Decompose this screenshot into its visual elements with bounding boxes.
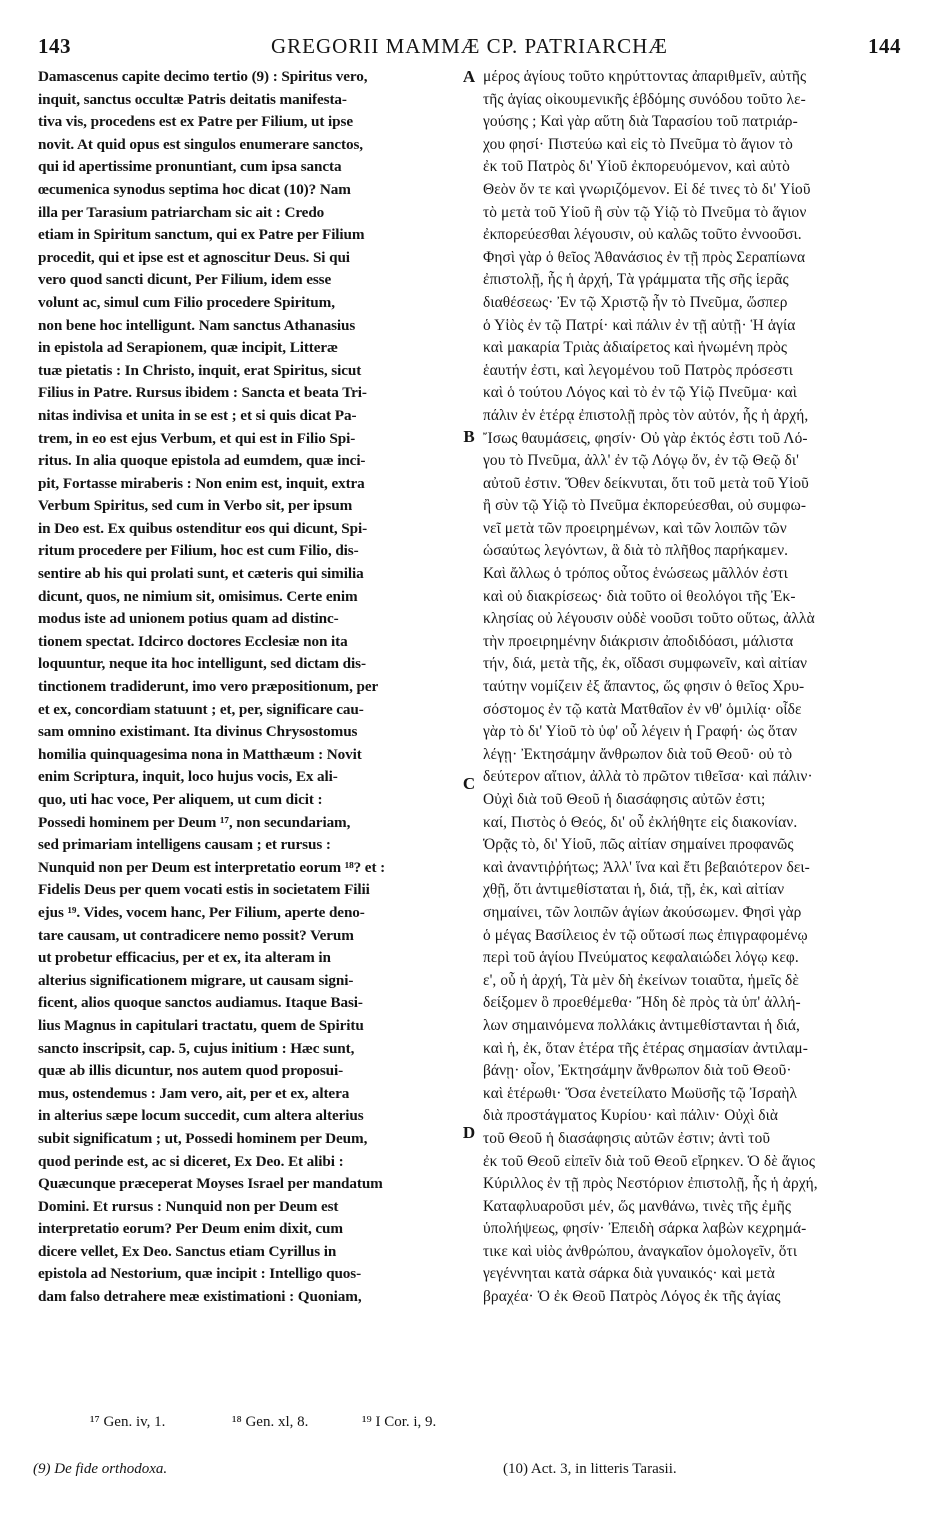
greek-text-line: ἐπιστολῇ, ἧς ἡ ἀρχή, Τὰ γράμματα τῆς σῆς ἱερᾶς <box>483 271 789 289</box>
greek-text-line: ἑαυτήν ἐστι, καὶ λεγομένου τοῦ Πατρὸς πρόσεστι <box>483 361 794 379</box>
greek-text-line: τικε καὶ υἱὸς ἀνθρώπου, ἀναγκαῖον ὁμολογεῖν, ὅτι <box>483 1242 798 1260</box>
latin-text-line: interpretatio eorum? Per Deum enim dixit, cum <box>38 1220 343 1238</box>
latin-text-line: ritus. In alia quoque epistola ad eumdem, quæ inci- <box>38 452 366 470</box>
greek-text-line: λων σημαινόμενα πολλάκις ἀντιμεθίστανται ἡ διά, <box>483 1016 800 1034</box>
latin-text-line: tinctionem tradiderunt, imo vero præpositionum, per <box>38 678 379 696</box>
greek-text-line: γὰρ τὸ δι' Υἱοῦ τὸ ὑφ' οὗ λέγειν ἡ Γραφή· ὡς ὅταν <box>483 723 798 741</box>
greek-text-line: τοῦ Θεοῦ ἡ διασάφησις αὐτῶν ἐστιν; ἀντὶ τοῦ <box>483 1129 771 1147</box>
latin-text-line: Quæcunque præceperat Moyses Israel per mandatum <box>38 1175 383 1193</box>
scripture-ref: ¹⁹ I Cor. i, 9. <box>362 1414 437 1430</box>
latin-text-line: vero quod sancti dicunt, Per Filium, idem esse <box>38 271 332 289</box>
latin-text-line: tare causam, ut contradicere nemo possit? Verum <box>38 926 354 944</box>
greek-text-line: ἐκπορεύεσθαι λέγουσιν, οὐ καλῶς τοῦτο ἐννοοῦσι. <box>483 226 802 244</box>
page-number-right: 144 <box>868 34 901 58</box>
latin-text-line: quo, uti hac voce, Per aliquem, ut cum dicit : <box>38 791 323 808</box>
greek-text-line: σόστομος ἐν τῷ κατὰ Ματθαῖον ἐν νθ' ὁμιλίᾳ· οἶδε <box>483 700 802 718</box>
latin-text-line: Domini. Et rursus : Nunquid non per Deum est <box>38 1197 339 1215</box>
latin-text-line: in alterius sæpe locum succedit, cum altera alterius <box>38 1107 364 1125</box>
greek-text-line: πάλιν ἐν ἑτέρᾳ ἐπιστολῇ πρὸς τὸν αὐτόν, ἧς ἡ ἀρχή, <box>483 406 809 424</box>
greek-text-line: μέρος ἁγίους τοῦτο κηρύττοντας ἀπαριθμεῖν, αὐτῆς <box>483 68 807 85</box>
greek-text-line: καὶ ἀναντιῤῥήτως; Ἀλλ' ἵνα καὶ ἔτι βεβαιότερον δει- <box>483 858 810 876</box>
latin-text-line: Damascenus capite decimo tertio (9) : Spiritus vero, <box>38 68 368 85</box>
latin-text-line: Fidelis Deus per quem vocati estis in societatem Filii <box>38 881 370 899</box>
greek-text-line: ὡσαύτως λεγόντων, ἃ διὰ τὸ πλῆθος παρήκαμεν. <box>483 542 789 560</box>
latin-text-line: dicunt, quos, ne nimium sit, omisimus. Certe enim <box>38 587 358 605</box>
footnote: (10) Act. 3, in litteris Tarasii. <box>503 1461 677 1477</box>
latin-text-line: modus iste ad unionem potius quam ad distinc- <box>38 610 339 628</box>
latin-text-line: sentire ab his qui prolati sunt, et cæteris qui similia <box>38 565 364 583</box>
greek-text-line: τῆς ἁγίας οἰκουμενικῆς ἑβδόμης συνόδου τοῦτο λε- <box>483 90 806 108</box>
latin-text-line: loquuntur, neque ita hoc intelligunt, sed dictam dis- <box>38 655 366 673</box>
latin-text-line: sancto inscripsit, cap. 5, cujus initium : Hæc sunt, <box>38 1039 355 1057</box>
latin-text-line: dam falso detrahere meæ existimationi : Quoniam, <box>38 1288 362 1306</box>
greek-text-line: ἐκ τοῦ Θεοῦ εἰπεῖν διὰ τοῦ Θεοῦ εἴρηκεν. Ὁ δὲ ἅγιος <box>483 1152 816 1170</box>
greek-text-line: γου τὸ Πνεῦμα, ἀλλ' ἐν τῷ Λόγῳ ὄν, ἐν τῷ Θεῷ δι' <box>483 452 799 470</box>
latin-text-line: œcumenica synodus septima hoc dicat (10)? Nam <box>38 180 351 198</box>
greek-text-line: διαθέσεως· Ἐν τῷ Χριστῷ ἦν τὸ Πνεῦμα, ὥσπερ <box>483 293 788 311</box>
latin-text-line: mus, ostendemus : Jam vero, ait, per et ex, altera <box>38 1084 350 1102</box>
latin-text-line: alterius significationem migrare, ut causam signi- <box>38 971 354 989</box>
greek-text-line: νεῖ μετὰ τῶν προειρημένων, καὶ τῶν λοιπῶν τῶν <box>483 519 787 537</box>
greek-text-line: Θεὸν ὄν τε καὶ γνωριζόμενον. Εἰ δέ τινες τὸ δι' Υἱοῦ <box>483 180 811 198</box>
footnote: (9) De fide orthodoxa. <box>33 1461 168 1477</box>
greek-text-line: βραχέα· Ὁ ἐκ Θεοῦ Πατρὸς Λόγος ἐκ τῆς ἁγίας <box>483 1288 781 1306</box>
latin-text-line: lius Magnus in capitulari tractatu, quem de Spiritu <box>38 1016 364 1034</box>
greek-text-line: ἢ σὺν τῷ Υἱῷ τὸ Πνεῦμα ἐκπορεύεσθαι, οὐ συμφω- <box>483 497 807 515</box>
latin-text-line: novit. At quid opus est singulos enumerare sanctos, <box>38 135 363 153</box>
latin-text-line: Possedi hominem per Deum ¹⁷, non secundariam, <box>38 813 351 831</box>
greek-text-line: Καὶ ἄλλως ὁ τρόπος οὗτος ἑνώσεως μᾶλλόν ἐστι <box>483 565 788 583</box>
latin-text-line: epistola ad Nestorium, quæ incipit : Intelligo quos- <box>38 1265 362 1283</box>
latin-text-line: in Deo est. Ex quibus ostenditur eos qui dicunt, Spi- <box>38 519 368 537</box>
greek-text-line: γούσης ; Καὶ γὰρ αὕτη διὰ Ταρασίου τοῦ πατριάρ- <box>483 113 798 131</box>
greek-text-line: καί, Πιστὸς ὁ Θεός, δι' οὗ ἐκλήθητε εἰς διακονίαν. <box>483 813 798 831</box>
greek-text-line: σημαίνει, τῶν λοιπῶν ἁγίων ἀκούσωμεν. Φησὶ γὰρ <box>483 903 802 921</box>
latin-text-line: ritum procedere per Filium, hoc est cum Filio, dis- <box>38 542 359 560</box>
margin-marker-c: C <box>462 774 476 793</box>
greek-text-line: περὶ τοῦ ἁγίου Πνεύματος κεφαλαιώδει λόγῳ κεφ. <box>483 949 799 967</box>
latin-column <box>38 66 458 1309</box>
greek-text-line: Κύριλλος ἐν τῇ πρὸς Νεστόριον ἐπιστολῇ, ἧς ἡ ἀρχή, <box>483 1175 818 1193</box>
latin-text-line: subit significatum ; ut, Possedi hominem per Deum, <box>38 1129 368 1147</box>
greek-text-line: γεγέννηται κατὰ σάρκα διὰ γυναικός· καὶ μετὰ <box>483 1265 775 1283</box>
greek-text-line: ὁ μέγας Βασίλειος ἐν τῷ οὕτωσί πως ἐπιγραφομένῳ <box>483 926 808 944</box>
greek-text-line: ε', οὗ ἡ ἀρχή, Τὰ μὲν δὴ ἐκείνων τοιαῦτα, ἡμεῖς δὲ <box>483 971 799 989</box>
latin-text-line: trem, in eo est ejus Verbum, et qui est in Filio Spi- <box>38 429 356 447</box>
latin-text-line: homilia quinquagesima nona in Matthæum : Novit <box>38 745 362 763</box>
latin-text-line: enim Scriptura, inquit, loco hujus vocis, Ex ali- <box>38 768 338 786</box>
greek-text-line: χου φησί· Πιστεύω καὶ εἰς τὸ Πνεῦμα τὸ ἅγιον τὸ <box>483 135 793 153</box>
greek-text-line: ὁ Υἱὸς ἐν τῷ Πατρί· καὶ πάλιν ἐν τῇ αὐτῇ· Ἡ ἁγία <box>483 316 796 334</box>
greek-text-line: ἐκ τοῦ Πατρὸς δι' Υἱοῦ ἐκπορευόμενον, καὶ αὐτὸ <box>483 158 790 176</box>
latin-text-line: tuæ pietatis : In Christo, inquit, erat Spiritus, sicut <box>38 361 362 379</box>
greek-text-line: κλησίας οὐ λέγουσιν οὐδὲ νοοῦσι τοῦτο οὕτως, ἀλλὰ <box>483 610 815 628</box>
margin-marker-d: D <box>462 1123 476 1142</box>
greek-text-line: καὶ ἑτέρωθι· Ὅσα ἐνετείλατο Μωϋσῆς τῷ Ἰσραὴλ <box>483 1084 798 1102</box>
greek-text-line: ὑπολήψεως, φησίν· Ἐπειδὴ σάρκα λαβὼν κεχρημά- <box>483 1220 807 1238</box>
latin-text-line: sed primariam intelligens causam ; et rursus : <box>38 836 331 854</box>
greek-text-line: καὶ μακαρία Τριὰς ἀδιαίρετος καὶ ἡνωμένη πρὸς <box>483 339 788 357</box>
greek-text-line: Φησὶ γὰρ ὁ θεῖος Ἀθανάσιος ἐν τῇ πρὸς Σεραπίωνα <box>483 248 806 266</box>
latin-text-line: in epistola ad Serapionem, quæ incipit, Litteræ <box>38 339 338 357</box>
greek-text-line: δεύτερον αἴτιον, ἀλλὰ τὸ πρῶτον τιθεῖσα· καὶ πάλιν· <box>483 768 813 786</box>
greek-text-line: τὸ μετὰ τοῦ Υἱοῦ ἢ σὺν τῷ Υἱῷ τὸ Πνεῦμα τὸ ἅγιον <box>483 203 807 221</box>
latin-text-line: ut probetur efficacius, per et ex, ita alteram in <box>38 949 331 967</box>
latin-text-line: dicere vellet, Ex Deo. Sanctus etiam Cyrillus in <box>38 1242 337 1260</box>
greek-text-line: διὰ προστάγματος Κυρίου· καὶ πάλιν· Οὐχὶ διὰ <box>483 1107 779 1125</box>
latin-text-line: et ex, concordiam statuunt ; et, per, significare cau- <box>38 700 364 718</box>
latin-text-line: Filius in Patre. Rursus ibidem : Sancta et beata Tri- <box>38 384 367 402</box>
greek-text-line: Καταφλυαροῦσι μέν, ὥς μανθάνω, τινὲς τῆς ἐμῆς <box>483 1197 792 1215</box>
latin-text-line: nitas indivisa et unita in se est ; et si quis dicat Pa- <box>38 406 357 424</box>
scripture-ref: ¹⁷ Gen. iv, 1. <box>90 1414 166 1430</box>
greek-text-line: ταύτην νομίζειν ἐξ ἅπαντος, ὥς φησιν ὁ θεῖος Χρυ- <box>483 678 805 696</box>
editorial-notes <box>0 1461 931 1483</box>
greek-text-line: χθῇ, ὅτι ἀντιμεθίσταται ἡ, διά, τῇ, ἐκ, καὶ αἰτίαν <box>483 881 785 899</box>
latin-text-line: non bene hoc intelligunt. Nam sanctus Athanasius <box>38 316 356 334</box>
latin-text-line: procedit, qui et ipse est et agnoscitur Deus. Si qui <box>38 248 350 266</box>
latin-text-line: quæ ab illis dicuntur, nos autem quod proposui- <box>38 1062 344 1080</box>
greek-text-line: Οὐχὶ διὰ τοῦ Θεοῦ ἡ διασάφησις αὐτῶν ἐστι; <box>483 791 766 808</box>
greek-text-line: καὶ οὐ διακρίσεως· διὰ τοῦτο οἱ θεολόγοι τῆς Ἐκ- <box>483 587 796 605</box>
latin-text-line: illa per Tarasium patriarcham sic ait : Credo <box>38 203 325 221</box>
scripture-ref: ¹⁸ Gen. xl, 8. <box>232 1414 309 1430</box>
latin-text-line: volunt ac, simul cum Filio procedere Spiritum, <box>38 293 335 311</box>
greek-text-line: καὶ ὁ τούτου Λόγος καὶ τὸ ἐν τῷ Υἱῷ Πνεῦμα· καὶ <box>483 384 797 402</box>
greek-column <box>483 66 901 1309</box>
margin-marker-a: A <box>462 67 476 86</box>
latin-text-line: etiam in Spiritum sanctum, qui ex Patre per Filium <box>38 226 365 244</box>
greek-text-line: βάνῃ· οἷον, Ἐκτησάμην ἄνθρωπον διὰ τοῦ Θεοῦ· <box>483 1062 792 1080</box>
greek-text-line: δείξομεν ὃ προεθέμεθα· Ἤδη δὲ πρὸς τὰ ὑπ' ἀλλή- <box>483 994 801 1012</box>
greek-text-line: λέγῃ· Ἐκτησάμην ἄνθρωπον διὰ τοῦ Θεοῦ· οὐ τὸ <box>483 745 793 763</box>
latin-text-line: Nunquid non per Deum est interpretatio eorum ¹⁸? et : <box>38 858 386 876</box>
greek-text-line: τήν, διά, μετὰ τῆς, ἐκ, οἴδασι συμφωνεῖν, καὶ αἰτίαν <box>483 655 808 673</box>
running-title: GREGORII MAMMÆ CP. PATRIARCHÆ <box>271 34 668 58</box>
latin-text-line: quod perinde est, ac si diceret, Ex Deo. Et alibi : <box>38 1152 344 1170</box>
latin-text-line: qui id apertissime pronuntiant, cum ipsa sancta <box>38 158 342 176</box>
latin-text-line: tiva vis, procedens est ex Patre per Filium, ut ipse <box>38 113 353 131</box>
latin-text-line: ejus ¹⁹. Vides, vocem hanc, Per Filium, aperte deno- <box>38 903 365 921</box>
latin-text-line: ficent, alios quoque sanctos audiamus. Itaque Basi- <box>38 994 363 1012</box>
page-number-left: 143 <box>38 34 71 58</box>
running-head <box>38 34 901 62</box>
greek-text-line: καὶ ἡ, ἐκ, ὅταν ἑτέρα τῆς ἑτέρας σημασίαν ἀντιλαμ- <box>483 1039 808 1057</box>
greek-text-line: Ὁρᾷς τὸ, δι' Υἱοῦ, πῶς αἰτίαν σημαίνει προφανῶς <box>483 836 794 854</box>
greek-text-line: αὐτοῦ ἐστιν. Ὅθεν δείκνυται, ὅτι τοῦ μετὰ τοῦ Υἱοῦ <box>483 474 809 492</box>
latin-text-line: Verbum Spiritus, sed cum in Verbo sit, per ipsum <box>38 497 353 515</box>
latin-text-line: sam omnino existimant. Ita divinus Chrysostomus <box>38 723 358 741</box>
latin-text-line: pit, Fortasse miraberis : Non enim est, inquit, extra <box>38 474 365 492</box>
greek-text-line: Ἴσως θαυμάσεις, φησίν· Οὐ γὰρ ἐκτός ἐστι τοῦ Λό- <box>483 429 808 447</box>
latin-text-line: inquit, sanctus occultæ Patris deitatis manifesta- <box>38 90 347 108</box>
greek-text-line: τὴν προειρημένην διάκρισιν ἀποδιδόασι, μάλιστα <box>483 632 794 650</box>
latin-text-line: tionem spectat. Idcirco doctores Ecclesiæ non ita <box>38 632 348 650</box>
margin-marker-b: B <box>463 427 475 446</box>
scripture-references <box>0 1414 931 1436</box>
